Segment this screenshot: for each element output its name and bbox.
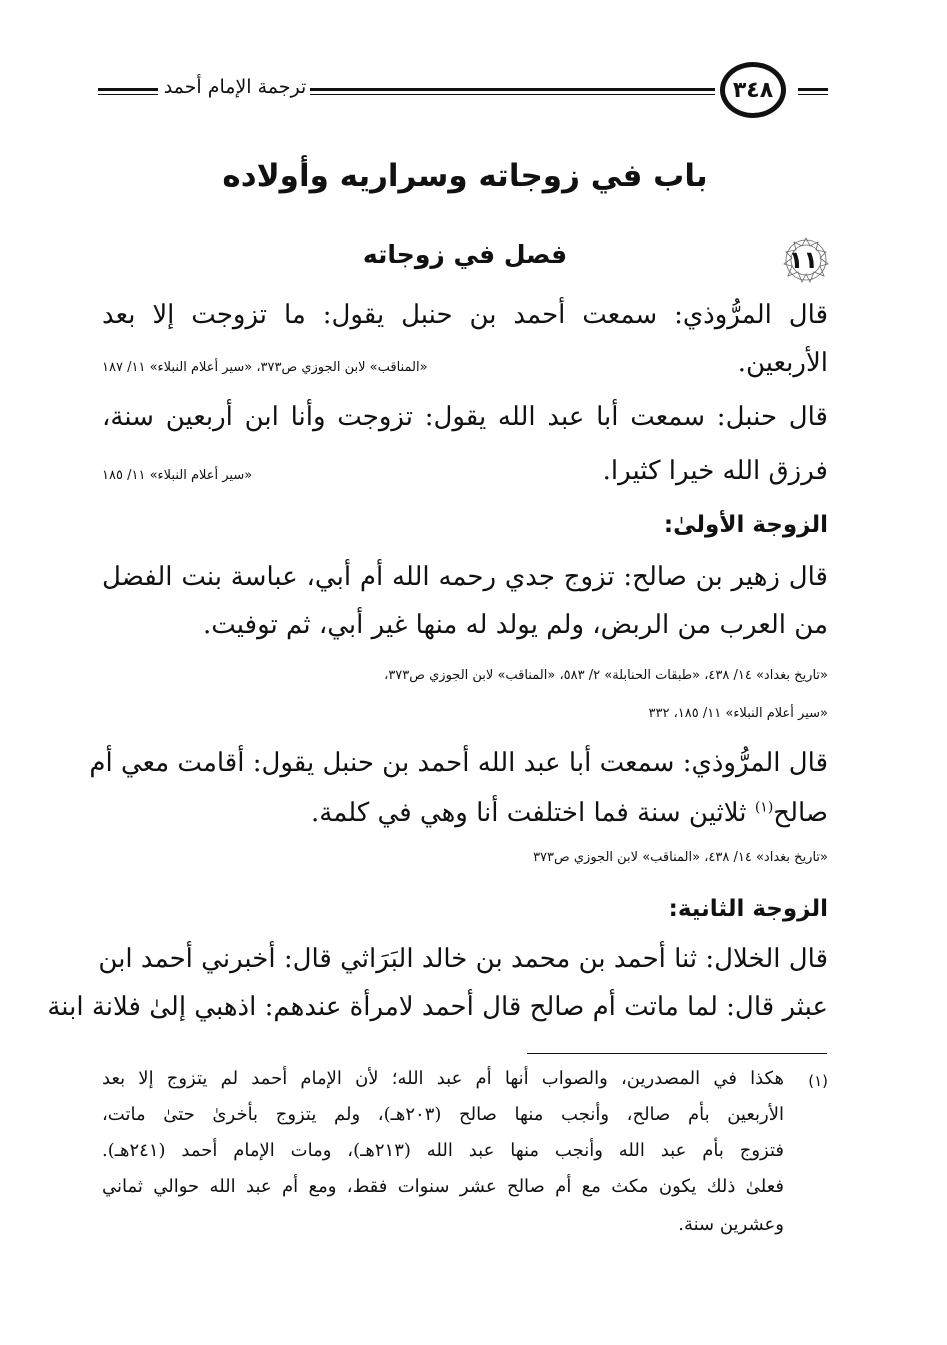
paragraph-5-line-2: عبثر قال: لما ماتت أم صالح قال أحمد لامرأة عندهم: اذهبي إلىٰ فلانة ابنة [47, 992, 828, 1022]
footnote-separator [527, 1053, 827, 1054]
section-number: ١١ [788, 246, 818, 274]
paragraph-2-line-1: قال حنبل: سمعت أبا عبد الله يقول: تزوجت وأنا ابن أربعين سنة، [102, 402, 828, 432]
paragraph-1-reference: «المناقب» لابن الجوزي ص٣٧٣، «سير أعلام النبلاء» ١١/ ١٨٧ [102, 360, 428, 375]
page-number: ٣٤٨ [720, 62, 786, 118]
footnote-line-5: وعشرين سنة. [678, 1214, 784, 1235]
paragraph-3-reference-2: «سير أعلام النبلاء» ١١/ ١٨٥، ٣٣٢ [648, 706, 828, 721]
header-rule-right [798, 88, 828, 95]
running-title: ترجمة الإمام أحمد [163, 76, 307, 98]
paragraph-4-line-2 [102, 798, 828, 828]
footnote-number: (١) [808, 1072, 828, 1090]
footnote-marker[interactable]: (١) [754, 799, 774, 816]
paragraph-3-reference-1: «تاريخ بغداد» ١٤/ ٤٣٨، «طبقات الحنابلة» ٢/ ٥٨٣، «المناقب» لابن الجوزي ص٣٧٣، [384, 668, 828, 683]
paragraph-2-line-2: فرزق الله خيرا كثيرا. [602, 456, 828, 486]
paragraph-4-line-2-start: صالح [773, 798, 828, 828]
paragraph-2-reference: «سير أعلام النبلاء» ١١/ ١٨٥ [102, 468, 253, 483]
footnote-line-2: الأربعين بأم صالح، وأنجب منها صالح (٢٠٣هـ)، ولم يتزوج بأخرىٰ حتىٰ ماتت، [102, 1104, 785, 1125]
subheading-second-wife: الزوجة الثانية: [668, 896, 828, 922]
paragraph-1-line-1: قال المرُّوذي: سمعت أحمد بن حنبل يقول: ما تزوجت إلا بعد [102, 300, 828, 330]
footnote-line-4: فعلىٰ ذلك يكون مكث مع أم صالح عشر سنوات فقط، ومع أم عبد الله حوالي ثماني [102, 1176, 784, 1197]
paragraph-5-line-1: قال الخلال: ثنا أحمد بن محمد بن خالد البَرَاثي قال: أخبرني أحمد ابن [98, 944, 828, 974]
paragraph-4-reference: «تاريخ بغداد» ١٤/ ٤٣٨، «المناقب» لابن الجوزي ص٣٧٣ [533, 850, 828, 865]
chapter-title: باب في زوجاته وسراريه وأولاده [222, 158, 708, 194]
header-rule-middle [310, 88, 715, 95]
footnote-line-1: هكذا في المصدرين، والصواب أنها أم عبد الله؛ لأن الإمام أحمد لم يتزوج إلا بعد [102, 1068, 784, 1089]
section-heading [100, 236, 830, 286]
paragraph-4-line-2-end: ثلاثين سنة فما اختلفت أنا وهي في كلمة. [311, 798, 755, 828]
footnote-line-3: فتزوج بأم عبد الله وأنجب منها عبد الله (٢١٣هـ)، ومات الإمام أحمد (٢٤١هـ). [102, 1140, 784, 1161]
header-rule-left [98, 88, 158, 95]
paragraph-3-line-1: قال زهير بن صالح: تزوج جدي رحمه الله أم أبي، عباسة بنت الفضل [102, 562, 828, 592]
paragraph-3-line-2: من العرب من الربض، ولم يولد له منها غير أبي، ثم توفيت. [203, 610, 828, 640]
paragraph-1-line-2: الأربعين. [737, 348, 828, 378]
subheading-first-wife: الزوجة الأولىٰ: [663, 512, 828, 538]
page-header [98, 62, 828, 122]
paragraph-4-line-1: قال المرُّوذي: سمعت أبا عبد الله أحمد بن حنبل يقول: أقامت معي أم [89, 748, 828, 778]
section-title: فصل في زوجاته [362, 240, 568, 269]
